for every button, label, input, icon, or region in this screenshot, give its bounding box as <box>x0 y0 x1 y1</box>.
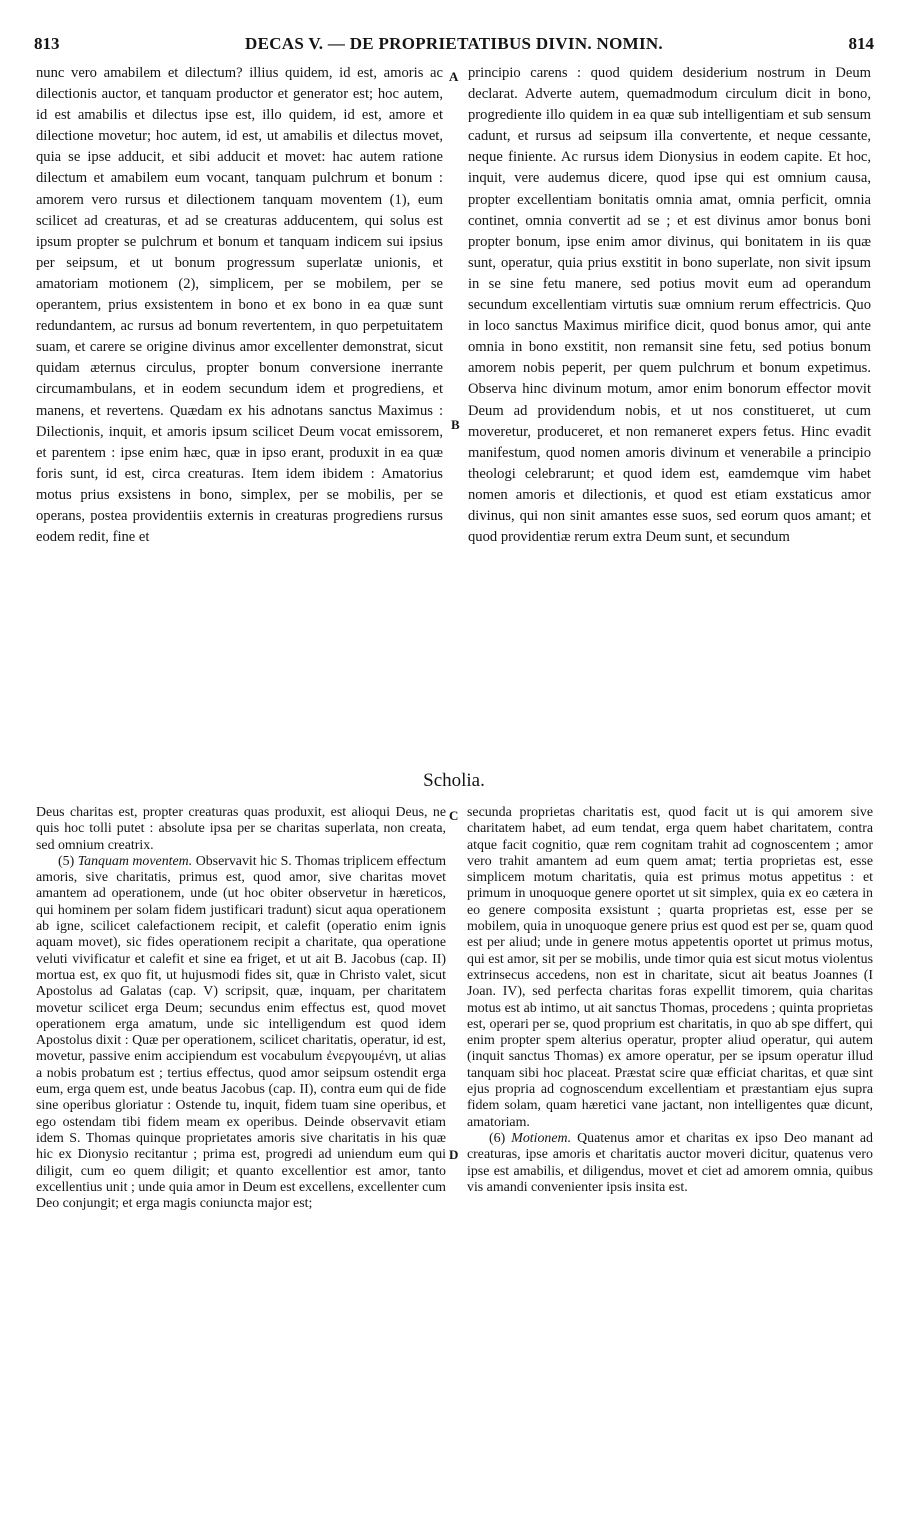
scholia-heading: Scholia. <box>423 770 485 791</box>
note-lemma: Motionem. <box>511 1130 572 1146</box>
scholia-note-5 <box>36 854 446 1213</box>
margin-marker-b: B <box>451 417 460 432</box>
margin-marker-c: C <box>449 808 459 823</box>
scholia-left-intro: Deus charitas est, propter creaturas quas produxit, est alioqui Deus, ne quis hoc tolli putet : absolute ipsa per se charitas superlata, non creata, sed omnium creatrix. <box>36 805 446 853</box>
scholia-right-continuation: secunda proprietas charitatis est, quod facit ut is qui amorem sive charitatem habet, ad eum tendat, erga quem habet charitatem, contra atque facit cognitio, quæ rem cognitam trahit ad cognoscentem ; amor vero trahit amantem ad eum quem amat; tertia proprietas est, esse simplicem motum charitatis, quia est primus motus appetitus : et primum in unoquoque genere oportet ut sit simplex, quia ex eo cætera in eo genere composita exsistunt ; quarta proprietas est, esse per se mobilem, quia in unoquoque genere prius est quod est per se, quam quod est per aliud; unde in genere motus appetentis oportet ut primus motus, qui est amor, sit per se mobilis, unde timor quia est sicut motus violentus extrinsecus accedens, non est in charitate, sicut ait beatus Joannes (I Joan. IV), sed perfecta charitas foras expellit timorem, quia charitas motus est ab intimo, ut ait sanctus Thomas, procedens ; quinta proprietas est, operari per se, quod proprium est charitatis, in quo ab spe differt, qui enim propter spem alterius operatur, propter aliud operatur, qui autem (inquit sanctus Thomas) ex amore operatur, per se ipsum operatur illud tanquam sibi hoc placeat. Præstat scire quæ efficiat charitas, et quæ sint ejus propria ad cognoscendum excellentiam et præstantiam ejus supra fidem solam, quam hæretici vane jactant, non intelligentes quæ dicunt, amatoriam. <box>467 805 873 1130</box>
margin-marker-a: A <box>449 69 459 84</box>
note-number: (5) <box>58 853 75 869</box>
scholia-right-column <box>467 805 873 1196</box>
main-text-right-column <box>468 63 871 548</box>
scholia-note-6 <box>467 1131 873 1196</box>
main-text-right: principio carens : quod quidem desiderium nostrum in Deum declarat. Adverte autem, quemadmodum circulum dicit in bono, progrediente illo quidem in ea quæ sub intelligentiam et sub sensum cadunt, et rursus ad seipsum illa convertente, et neque cessante, neque finiente. Ac rursus idem Dionysius in eodem capite. Et hoc, inquit, vere audemus dicere, quod ipse qui est omnium causa, propter excellentiam bonitatis omnia amat, omnia perficit, omnia continet, omnia convertit ad se ; et est divinus amor bonus boni propter bonum, ipse enim amor divinus, qui bonitatem in iis quæ sunt, operatur, quia prius exstitit in bono superlate, non sivit ipsum in se sine fetu manere, sed potius movit eum ad operandum secundum excellentiam virtutis suæ omnium rerum effectricis. Quo in loco sanctus Maximus mirifice dicit, quod bonus amor, qui ante omnia in bono exstitit, non remansit sine fetu, sed potius bonum amorem nobis peperit, per quem pulchrum et bonum expetimus. Observa hinc divinum motum, amor enim bonorum effector movit Deum ad providendum nobis, et ut nos constitueret, ut cum moveretur, produceret, et non remaneret expers fetus. Hinc evadit manifestum, quod nomen amoris divinum et venerabile a principio theologi celebrarunt; et quod idem est, eamdemque vim habet nomen amoris et dilectionis, et quod est etiam exstaticus amor divinus, qui non sinit amantes esse suos, sed eorum quos amant; et quod providentiæ rerum extra Deum sunt, et secundum <box>468 65 871 546</box>
note-number: (6) <box>489 1130 506 1146</box>
note-lemma: Tanquam moventem. <box>77 853 193 869</box>
running-title: DECAS V. — DE PROPRIETATIBUS DIVIN. NOMIN. <box>245 34 663 53</box>
scholia-left-column <box>36 805 446 1212</box>
margin-marker-d: D <box>449 1147 459 1162</box>
note-text: Quatenus amor et charitas ex ipso Deo manant ad creaturas, ipse amoris et charitatis auctor moveri dicitur, quatenus vero ipse est amabilis, et diligendus, movet et ciet ad amorem omnia, quibus vis amandi convenienter ipsis insita est. <box>467 1130 873 1195</box>
running-header <box>34 34 874 58</box>
main-text-left: nunc vero amabilem et dilectum? illius quidem, id est, amoris ac dilectionis auctor, et tanquam productor et generator est; hoc autem, id est amabilis et dilectus ipse est, illo quidem, id est, amore et dilectione movetur; hoc autem, id est, ut amabilis et dilectus movet, quia se ipse adducit, et sibi adducit et movet: hac autem ratione dilectum et amabilem eum vocant, tanquam pulchrum et bonum : amorem vero rursus et dilectionem tanquam moventem (1), eum scilicet ad creaturas, et ad se creaturas adducentem, qui solus est ipsum propter se pulchrum et bonum et tanquam indicem sui ipsius per seipsum, et ut bonum progressum superlatæ unionis, et amatoriam motionem (2), simplicem, per se mobilem, per se operantem, prius exsistentem in bono et ex bono in ea quæ sunt redundantem, ac rursus ad bonum revertentem, in quo perpetuitatem suam, et carere se origine divinus amor excellenter demonstrat, sicut quidam æternus circulus, propter bonum conversione inerrante circumambulans, et in eodem secundum idem et progrediens, et manens, et revertens. Quædam ex his adnotans sanctus Maximus : Dilectionis, inquit, et amoris ipsum scilicet Deum vocat emissorem, et parentem : ipse enim hæc, quæ in ipso erant, produxit in ea quæ foris sunt, id est, circa creaturas. Item idem ibidem : Amatorius motus prius exsistens in bono, simplex, per se mobilis, per se operans, postea providentiis externis in creaturas progrediens rursus eodem redit, fine et <box>36 65 443 546</box>
page-number-right: 814 <box>848 34 874 53</box>
main-text-left-column <box>36 63 443 548</box>
note-text: Observavit hic S. Thomas triplicem effectum amoris, sive charitatis, primus est, quod amor, sive charitas movet amantem ad operationem, unde (ut hoc obiter observetur in hæreticos, qui hominem per solam fidem justificari tradunt) sicut aqua operationem ab igne, scilicet calefactionem recipit, et calefit (operatio enim ignis aquam movet), sic fides operationem recipit a charitate, qua operatione veluti vivificatur et calefit et sine ea friget, et ut ait B. Jacobus (cap. II) mortua est, ex quo fit, ut hujusmodi fides sit, quæ in Christo valet, sicut Apostolus ad Galatas (cap. V) scripsit, quæ, inquam, per charitatem movetur scilicet erga Deum; secundus enim effectus est, quod movet operationem erga amatum, unde sic intelligendum est quod idem Apostolus dixit : Quæ per operationem, scilicet charitatis, operatur, id est, movetur, passive enim accipiendum est vocabulum ἐνεργουμένη, ut alias a nobis probatum est ; tertius effectus, quod amor seipsum ostendit erga eum, erga quem est, unde beatus Jacobus (cap. II), contra eum qui de fide sine operibus gloriatur : Ostende tu, inquit, fidem tuam sine operibus, et ego ostendam tibi fidem meam ex operibus. Deinde observavit etiam idem S. Thomas quinque proprietates amoris sive charitatis in his quæ hic ex Dionysio recitantur ; prima est, progredi ad uniendum eum qui diligit, cum eo quem diligit; et quanto excellentior est amor, tanto excellentius unit ; unde quia amor in Deum est excellens, excellenter cum Deo conjungit; et erga magis coniuncta major est; <box>36 853 446 1212</box>
page-number-left: 813 <box>34 34 60 53</box>
